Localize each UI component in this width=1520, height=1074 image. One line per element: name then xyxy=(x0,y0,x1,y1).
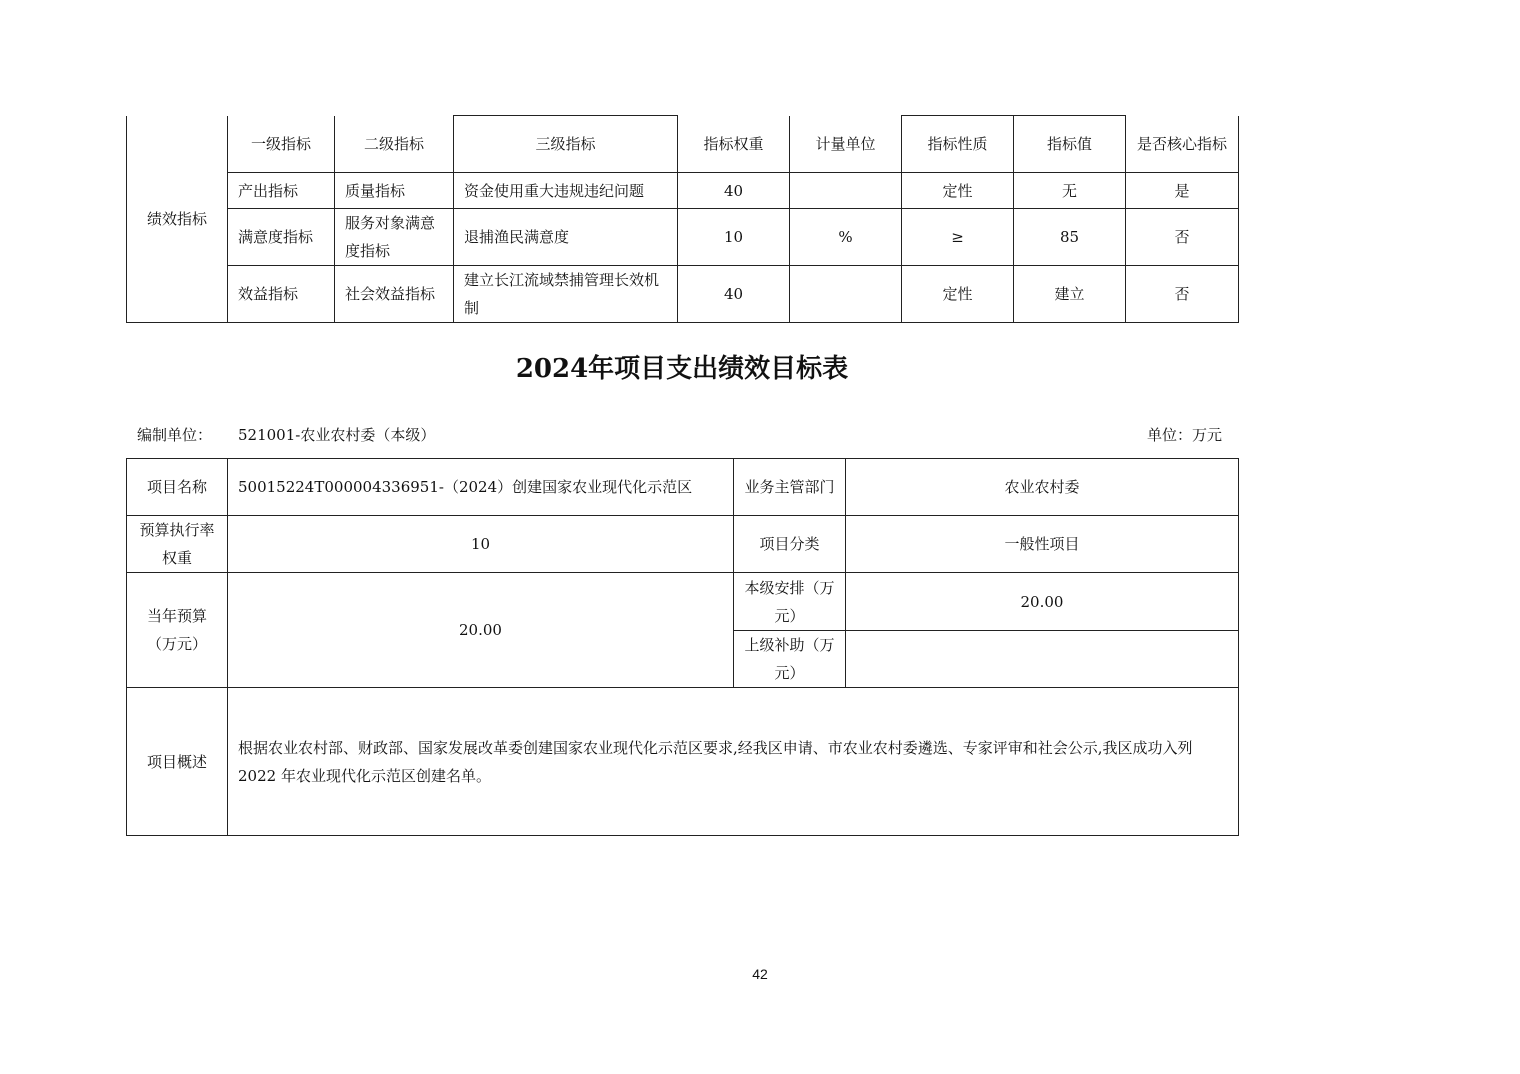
dept-label: 业务主管部门 xyxy=(734,459,846,516)
cell-core: 是 xyxy=(1126,173,1239,209)
header-nature: 指标性质 xyxy=(902,116,1014,173)
upper-subsidy-label: 上级补助（万元） xyxy=(734,631,846,688)
budget-label: 当年预算（万元） xyxy=(127,573,228,688)
cell-level2: 社会效益指标 xyxy=(335,266,454,323)
exec-weight-value: 10 xyxy=(228,516,734,573)
page-number: 42 xyxy=(752,966,768,982)
overview-text: 根据农业农村部、财政部、国家发展改革委创建国家农业现代化示范区要求,经我区申请、市农业农村委遴选、专家评审和社会公示,我区成功入列 2022 年农业现代化示范区创建名单。 xyxy=(228,688,1239,836)
cell-level3: 资金使用重大违规违纪问题 xyxy=(454,173,678,209)
local-arrangement-label: 本级安排（万元） xyxy=(734,573,846,631)
project-name-value: 50015224T000004336951-（2024）创建国家农业现代化示范区 xyxy=(228,459,734,516)
cell-level1: 产出指标 xyxy=(228,173,335,209)
cell-unit xyxy=(790,266,902,323)
cell-level3: 退捕渔民满意度 xyxy=(454,209,678,266)
cell-core: 否 xyxy=(1126,266,1239,323)
cell-unit: % xyxy=(790,209,902,266)
cell-value: 85 xyxy=(1014,209,1126,266)
category-value: 一般性项目 xyxy=(846,516,1239,573)
header-core: 是否核心指标 xyxy=(1126,116,1239,173)
cell-weight: 40 xyxy=(678,266,790,323)
page-title: 2024年项目支出绩效目标表 xyxy=(515,354,849,384)
cell-core: 否 xyxy=(1126,209,1239,266)
header-level2: 二级指标 xyxy=(335,116,454,173)
upper-subsidy-value xyxy=(846,631,1239,688)
section-label: 绩效指标 xyxy=(127,116,228,323)
cell-unit xyxy=(790,173,902,209)
table-row xyxy=(127,209,1239,266)
performance-indicator-table xyxy=(126,115,1239,323)
cell-weight: 10 xyxy=(678,209,790,266)
project-name-label: 项目名称 xyxy=(127,459,228,516)
cell-level1: 满意度指标 xyxy=(228,209,335,266)
cell-level2: 质量指标 xyxy=(335,173,454,209)
unit-label: 单位：万元 xyxy=(1147,426,1223,444)
cell-value: 建立 xyxy=(1014,266,1126,323)
org-value: 521001-农业农村委（本级） xyxy=(238,426,436,444)
cell-level3: 建立长江流域禁捕管理长效机制 xyxy=(454,266,678,323)
cell-nature: ≥ xyxy=(902,209,1014,266)
cell-level1: 效益指标 xyxy=(228,266,335,323)
header-value: 指标值 xyxy=(1014,116,1126,173)
table-row xyxy=(127,173,1239,209)
cell-nature: 定性 xyxy=(902,173,1014,209)
header-level1: 一级指标 xyxy=(228,116,335,173)
cell-nature: 定性 xyxy=(902,266,1014,323)
cell-level2: 服务对象满意度指标 xyxy=(335,209,454,266)
exec-weight-label: 预算执行率权重 xyxy=(127,516,228,573)
project-info-table xyxy=(126,458,1239,836)
cell-value: 无 xyxy=(1014,173,1126,209)
header-unit: 计量单位 xyxy=(790,116,902,173)
cell-weight: 40 xyxy=(678,173,790,209)
overview-label: 项目概述 xyxy=(127,688,228,836)
table-row xyxy=(127,266,1239,323)
header-level3: 三级指标 xyxy=(454,116,678,173)
header-weight: 指标权重 xyxy=(678,116,790,173)
dept-value: 农业农村委 xyxy=(846,459,1239,516)
budget-value: 20.00 xyxy=(228,573,734,688)
org-label: 编制单位： xyxy=(137,426,213,444)
local-arrangement-value: 20.00 xyxy=(846,573,1239,631)
category-label: 项目分类 xyxy=(734,516,846,573)
